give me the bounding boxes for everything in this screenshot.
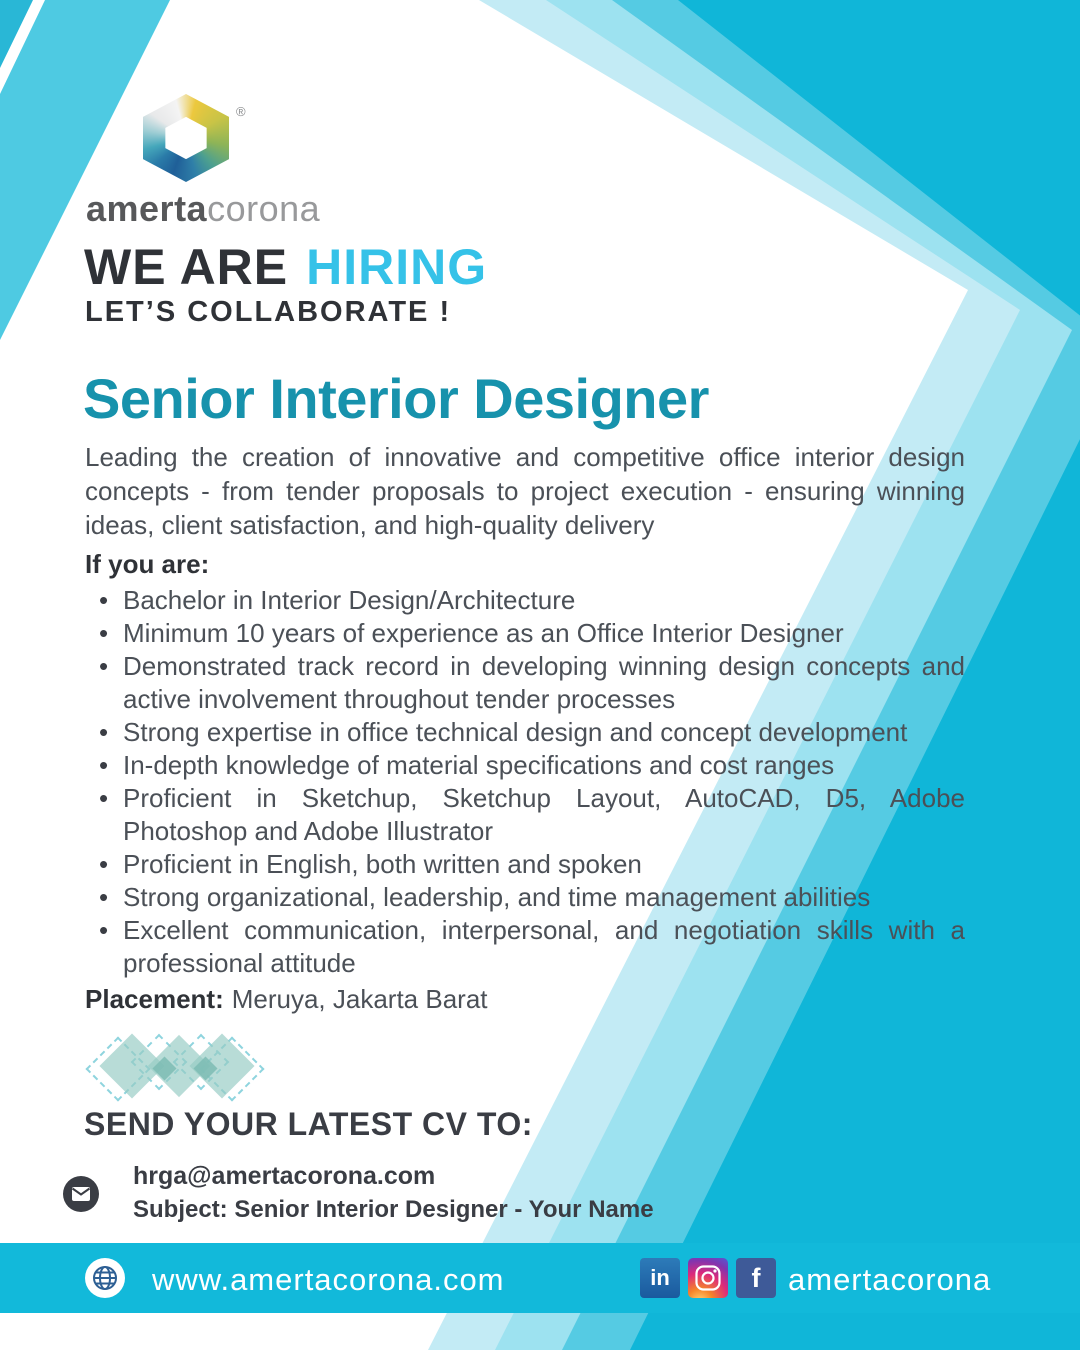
registered-trademark-mark: ® [236, 104, 246, 119]
headline-hiring: HIRING [306, 239, 488, 295]
social-handle: amertacorona [788, 1262, 992, 1297]
requirements-list [85, 584, 965, 980]
send-cv-heading: SEND YOUR LATEST CV TO: [84, 1106, 533, 1142]
requirement-item: • Strong organizational, leadership, and time management abilities [85, 881, 965, 914]
tagline: LET’S COLLABORATE ! [85, 296, 452, 328]
requirement-item: • Proficient in Sketchup, Sketchup Layout, AutoCAD, D5, Adobe Photoshop and Adobe Illustrator [85, 782, 965, 848]
cv-email-subject: Subject: Senior Interior Designer - Your Name [133, 1196, 654, 1223]
social-icons [640, 1258, 776, 1298]
cv-email-address[interactable]: hrga@amertacorona.com [133, 1162, 436, 1190]
job-summary: Leading the creation of innovative and competitive office interior design concepts - from tender proposals to project execution - ensuring winning ideas, client satisfaction, and high-quality delivery [85, 442, 965, 540]
requirement-item: • Proficient in English, both written and spoken [85, 848, 965, 881]
requirement-item: • Strong expertise in office technical design and concept development [85, 716, 965, 749]
diamond-ornament [93, 1032, 253, 1112]
wordmark-corona: corona [207, 188, 321, 229]
requirement-item: • Demonstrated track record in developing winning design concepts and active involvement throughout tender processes [85, 650, 965, 716]
headline [84, 238, 487, 296]
placement-line [85, 984, 488, 1015]
amertacorona-logo-icon [143, 94, 229, 182]
placement-value: Meruya, Jakarta Barat [231, 984, 488, 1014]
email-icon [63, 1176, 99, 1212]
globe-icon [85, 1258, 125, 1298]
website-url[interactable]: www.amertacorona.com [152, 1262, 505, 1297]
requirement-item: • Excellent communication, interpersonal, and negotiation skills with a professional attitude [85, 914, 965, 980]
job-title: Senior Interior Designer [83, 367, 709, 430]
placement-label: Placement: [85, 984, 224, 1014]
wordmark-amerta: amerta [86, 188, 208, 229]
requirement-item: • In-depth knowledge of material specifications and cost ranges [85, 749, 965, 782]
instagram-icon[interactable] [688, 1258, 728, 1298]
brand-wordmark [86, 188, 320, 230]
headline-we-are: WE ARE [84, 239, 289, 295]
requirement-item: • Bachelor in Interior Design/Architecture [85, 584, 965, 617]
requirements-heading: If you are: [85, 549, 210, 579]
requirement-item: • Minimum 10 years of experience as an Office Interior Designer [85, 617, 965, 650]
linkedin-icon[interactable]: in [640, 1258, 680, 1298]
facebook-icon[interactable]: f [736, 1258, 776, 1298]
